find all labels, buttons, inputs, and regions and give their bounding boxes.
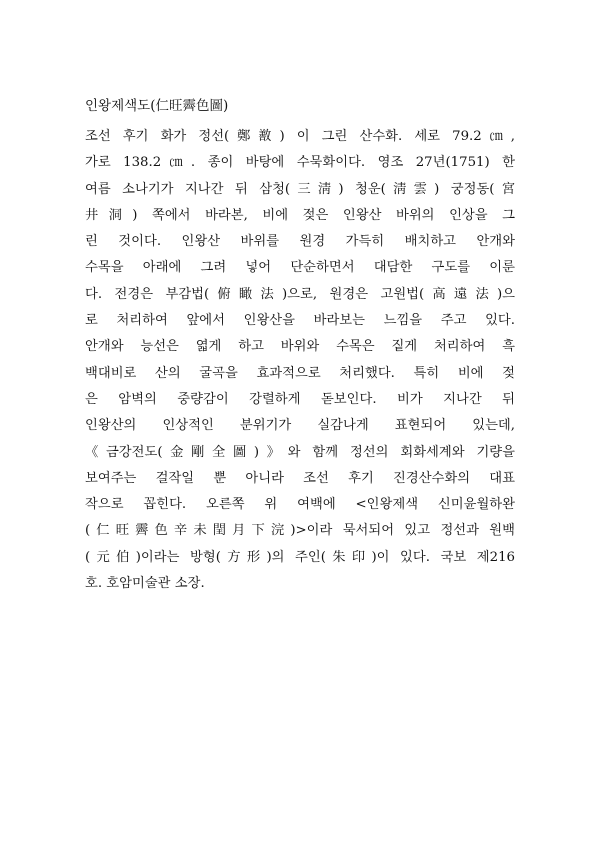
body-line: (仁旺霽色辛未閏月下浣)>이라 묵서되어 있고 정선과 원백 [85,523,515,539]
body-line: 가로 138.2㎝. 종이 바탕에 수묵화이다. 영조 27년(1751) 한 [85,155,515,171]
body-line: 여름 소나기가 지나간 뒤 삼청(三淸) 청운(淸雲) 궁정동(宮 [85,181,515,197]
body-line: 은 암벽의 중량감이 강렬하게 돋보인다. 비가 지나간 뒤 [85,391,515,407]
body-line: 수목을 아래에 그려 넣어 단순하면서 대담한 구도를 이룬 [85,260,515,276]
body-line: 로 처리하여 앞에서 인왕산을 바라보는 느낌을 주고 있다. [85,313,515,329]
body-line: (元伯)이라는 방형(方形)의 주인(朱印)이 있다. 국보 제216 [85,549,515,565]
body-line: 보여주는 걸작일 뿐 아니라 조선 후기 진경산수화의 대표 [85,470,515,486]
body-line: 井洞) 쪽에서 바라본, 비에 젖은 인왕산 바위의 인상을 그 [85,207,515,223]
body-line: 《금강전도(金剛全圖)》와 함께 정선의 회화세계와 기량을 [85,444,515,460]
body-line: 인왕산의 인상적인 분위기가 실감나게 표현되어 있는데, [85,418,515,434]
body-line: 린 것이다. 인왕산 바위를 원경 가득히 배치하고 안개와 [85,234,515,250]
body-line: 조선 후기 화가 정선(鄭敾) 이 그린 산수화. 세로 79.2㎝, [85,129,515,144]
body-line: 백대비로 산의 굴곡을 효과적으로 처리했다. 특히 비에 젖 [85,365,515,381]
body-line: 안개와 능선은 엷게 하고 바위와 수목은 짙게 처리하여 흑 [85,339,515,355]
body-line: 작으로 꼽힌다. 오른쪽 위 여백에 <인왕제색 신미윤월하완 [85,497,515,513]
document-body [85,124,515,597]
body-line: 다. 전경은 부감법(俯瞰法)으로, 원경은 고원법(高遠法)으 [85,286,515,302]
document-title: 인왕제색도(仁旺霽色圖) [85,98,229,114]
body-line: 호. 호암미술관 소장. [85,576,205,592]
